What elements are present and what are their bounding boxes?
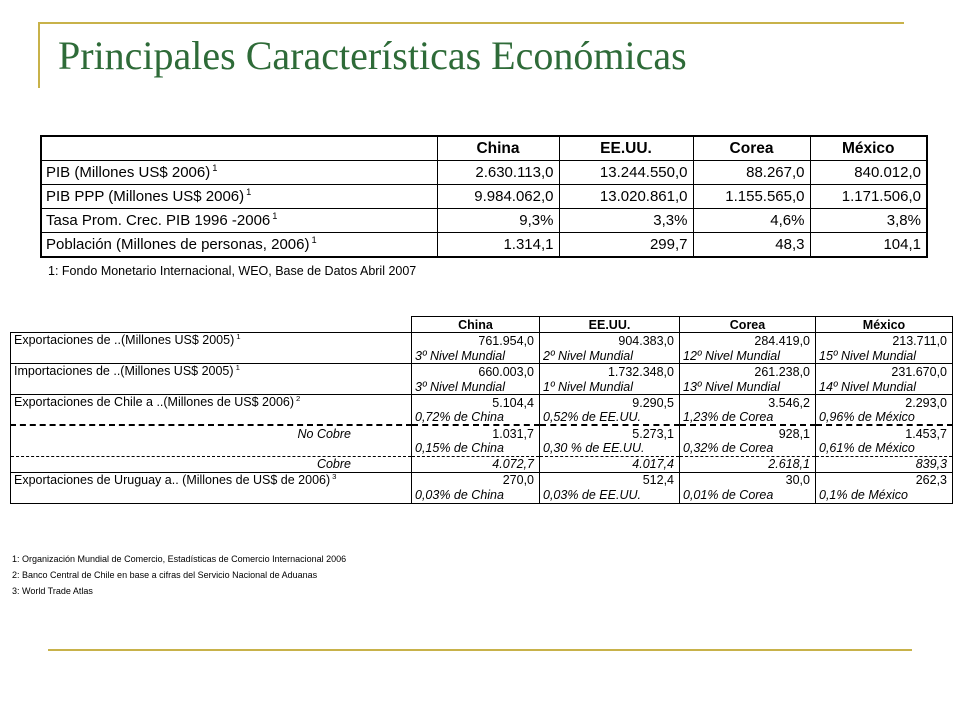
cell-value: 9,3% (437, 209, 559, 233)
cell-share: 0,52% de EE.UU. (540, 410, 680, 425)
header-corner (11, 317, 412, 333)
cell-rank: 13º Nivel Mundial (680, 379, 816, 395)
cell-value: 13.244.550,0 (559, 161, 693, 185)
cell-value: 1.314,1 (437, 233, 559, 258)
cell-value: 9.984.062,0 (437, 185, 559, 209)
cell-share: 0,03% de China (412, 488, 540, 504)
cell-value: 839,3 (816, 456, 953, 472)
cell-value: 270,0 (412, 472, 540, 488)
footnote: 2: Banco Central de Chile en base a cifras del Servicio Nacional de Aduanas (12, 570, 318, 580)
table-row (11, 333, 953, 349)
row-label: Exportaciones de Uruguay a.. (Millones de US$ de 2006) $^3$ (11, 472, 412, 503)
table-row (41, 185, 927, 209)
table-row (41, 209, 927, 233)
footnote: 3: World Trade Atlas (12, 586, 93, 596)
cell-rank: 12º Nivel Mundial (680, 348, 816, 364)
cell-rank: 1º Nivel Mundial (540, 379, 680, 395)
cell-value: 3.546,2 (680, 395, 816, 411)
cell-value: 262,3 (816, 472, 953, 488)
row-label: Población (Millones de personas, 2006) $^1$ (41, 233, 437, 258)
table-row (11, 456, 953, 472)
row-label: PIB PPP (Millones US$ 2006) $^1$ (41, 185, 437, 209)
bottom-rule (48, 649, 912, 651)
table-row (11, 472, 953, 488)
footnote: 1: Organización Mundial de Comercio, Estadísticas de Comercio Internacional 2006 (12, 554, 347, 564)
col-header-mexico: México (810, 136, 927, 161)
cell-value: 2.630.113,0 (437, 161, 559, 185)
table-row (41, 161, 927, 185)
cell-value: 48,3 (693, 233, 810, 258)
cell-share: 1,23% de Corea (680, 410, 816, 425)
col-header-korea: Corea (680, 317, 816, 333)
cell-value: 1.171.506,0 (810, 185, 927, 209)
cell-value: 1.732.348,0 (540, 364, 680, 380)
table1-footnote: 1: Fondo Monetario Internacional, WEO, Base de Datos Abril 2007 (48, 264, 417, 278)
row-label: Exportaciones de Chile a ..(Millones de US$ 2006) $^2$ (11, 395, 412, 426)
cell-share: 0,61% de México (816, 441, 953, 456)
table-row (11, 425, 953, 441)
table2-footnotes (12, 551, 346, 599)
row-label-cobre: Cobre (11, 456, 412, 472)
cell-value: 512,4 (540, 472, 680, 488)
left-rule (38, 22, 40, 88)
cell-value: 1.155.565,0 (693, 185, 810, 209)
cell-value: 299,7 (559, 233, 693, 258)
cell-value: 1.031,7 (412, 425, 540, 441)
cell-value: 3,8% (810, 209, 927, 233)
macro-indicators-table (40, 135, 928, 258)
cell-value: 904.383,0 (540, 333, 680, 349)
cell-share: 0,15% de China (412, 441, 540, 456)
cell-value: 2.293,0 (816, 395, 953, 411)
cell-share: 0,01% de Corea (680, 488, 816, 504)
header-corner (41, 136, 437, 161)
row-label: Importaciones de ..(Millones US$ 2005) $^1$ (11, 364, 412, 395)
cell-rank: 3º Nivel Mundial (412, 348, 540, 364)
col-header-usa: EE.UU. (559, 136, 693, 161)
cell-value: 231.670,0 (816, 364, 953, 380)
cell-value: 928,1 (680, 425, 816, 441)
trade-table (10, 316, 953, 504)
cell-value: 4,6% (693, 209, 810, 233)
cell-value: 5.273,1 (540, 425, 680, 441)
cell-value: 1.453,7 (816, 425, 953, 441)
cell-value: 284.419,0 (680, 333, 816, 349)
cell-rank: 3º Nivel Mundial (412, 379, 540, 395)
cell-value: 5.104,4 (412, 395, 540, 411)
cell-share: 0,03% de EE.UU. (540, 488, 680, 504)
cell-value: 104,1 (810, 233, 927, 258)
cell-value: 30,0 (680, 472, 816, 488)
row-label: Exportaciones de ..(Millones US$ 2005) $^1$ (11, 333, 412, 364)
table-row (11, 364, 953, 380)
cell-rank: 14º Nivel Mundial (816, 379, 953, 395)
cell-value: 261.238,0 (680, 364, 816, 380)
table-row (11, 441, 953, 456)
cell-value: 4.072,7 (412, 456, 540, 472)
table-row (11, 395, 953, 411)
cell-value: 761.954,0 (412, 333, 540, 349)
cell-value: 13.020.861,0 (559, 185, 693, 209)
cell-value: 840.012,0 (810, 161, 927, 185)
cell-share: 0,96% de México (816, 410, 953, 425)
table-row (41, 233, 927, 258)
top-rule (38, 22, 904, 24)
cell-value: 88.267,0 (693, 161, 810, 185)
cell-value: 3,3% (559, 209, 693, 233)
cell-share: 0,1% de México (816, 488, 953, 504)
row-label: Tasa Prom. Crec. PIB 1996 -2006 $^1$ (41, 209, 437, 233)
cell-value: 660.003,0 (412, 364, 540, 380)
cell-value: 213.711,0 (816, 333, 953, 349)
cell-rank: 2º Nivel Mundial (540, 348, 680, 364)
page-title: Principales Características Económicas (58, 33, 687, 78)
cell-value: 4.017,4 (540, 456, 680, 472)
col-header-korea: Corea (693, 136, 810, 161)
cell-share: 0,72% de China (412, 410, 540, 425)
empty-cell (11, 441, 412, 456)
row-label: PIB (Millones US$ 2006) $^1$ (41, 161, 437, 185)
row-label-no-cobre: No Cobre (11, 425, 412, 441)
cell-rank: 15º Nivel Mundial (816, 348, 953, 364)
cell-value: 9.290,5 (540, 395, 680, 411)
col-header-mexico: México (816, 317, 953, 333)
cell-share: 0,30 % de EE.UU. (540, 441, 680, 456)
col-header-china: China (437, 136, 559, 161)
cell-share: 0,32% de Corea (680, 441, 816, 456)
cell-value: 2.618,1 (680, 456, 816, 472)
col-header-usa: EE.UU. (540, 317, 680, 333)
col-header-china: China (412, 317, 540, 333)
